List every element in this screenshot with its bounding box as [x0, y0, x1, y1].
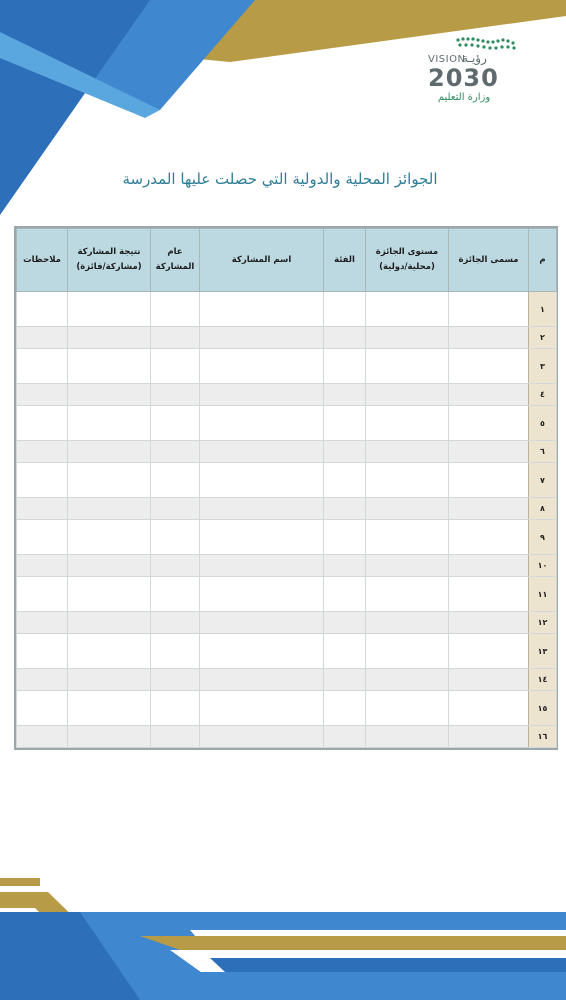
table-cell[interactable]: [200, 577, 324, 612]
header-year-line2: المشاركة: [155, 262, 195, 272]
table-cell[interactable]: [68, 726, 151, 748]
table-cell[interactable]: [449, 292, 529, 327]
table-row: [17, 634, 557, 669]
table-row: [17, 498, 557, 520]
table-cell[interactable]: [68, 349, 151, 384]
table-cell[interactable]: [324, 577, 366, 612]
table-cell[interactable]: [151, 498, 200, 520]
table-cell[interactable]: [200, 384, 324, 406]
table-row: [17, 577, 557, 612]
table-cell[interactable]: [324, 327, 366, 349]
table-cell[interactable]: [151, 612, 200, 634]
table-cell[interactable]: [17, 726, 68, 748]
table-cell[interactable]: [449, 669, 529, 691]
table-row: [17, 520, 557, 555]
table-cell[interactable]: [366, 498, 449, 520]
table-row: [17, 691, 557, 726]
bottom-decoration: [0, 872, 566, 1000]
table-cell[interactable]: [151, 555, 200, 577]
table-cell[interactable]: [68, 463, 151, 498]
table-row: [17, 384, 557, 406]
table-cell[interactable]: [324, 463, 366, 498]
table-cell[interactable]: [68, 555, 151, 577]
table-cell[interactable]: [200, 441, 324, 463]
table-cell[interactable]: [17, 406, 68, 441]
table-cell[interactable]: [324, 612, 366, 634]
row-number-cell: ١٣: [529, 634, 557, 669]
table-cell[interactable]: [366, 691, 449, 726]
row-number-cell: ٥: [529, 406, 557, 441]
row-number-cell: ٩: [529, 520, 557, 555]
row-number-cell: ١٢: [529, 612, 557, 634]
table-cell[interactable]: [366, 292, 449, 327]
row-number-cell: ١١: [529, 577, 557, 612]
row-number-cell: ١٦: [529, 726, 557, 748]
row-number-cell: ٢: [529, 327, 557, 349]
table-cell[interactable]: [151, 384, 200, 406]
row-number-cell: ٧: [529, 463, 557, 498]
table-cell[interactable]: [200, 520, 324, 555]
table-cell[interactable]: [324, 406, 366, 441]
header-year: [151, 229, 200, 292]
table-cell[interactable]: [366, 669, 449, 691]
table-cell[interactable]: [366, 520, 449, 555]
table-cell[interactable]: [200, 406, 324, 441]
table-cell[interactable]: [68, 384, 151, 406]
top-decoration: [0, 0, 566, 230]
table-cell[interactable]: [200, 292, 324, 327]
table-cell[interactable]: [151, 520, 200, 555]
header-notes: ملاحظات: [17, 229, 68, 292]
table-cell[interactable]: [324, 498, 366, 520]
row-number-cell: ١٥: [529, 691, 557, 726]
header-category: الفئة: [324, 229, 366, 292]
row-number-cell: ٣: [529, 349, 557, 384]
table-cell[interactable]: [449, 634, 529, 669]
awards-table-container: [14, 226, 558, 750]
header-award-level-line2: (محلية/دولية): [379, 262, 435, 272]
table-header-row: [17, 229, 557, 292]
table-row: [17, 327, 557, 349]
table-row: [17, 406, 557, 441]
table-cell[interactable]: [366, 612, 449, 634]
table-cell[interactable]: [17, 634, 68, 669]
table-cell[interactable]: [324, 634, 366, 669]
header-award-level: [366, 229, 449, 292]
header-result: [68, 229, 151, 292]
table-cell[interactable]: [200, 349, 324, 384]
header-result-line2: (مشاركة/فائزة): [76, 262, 142, 272]
table-cell[interactable]: [324, 669, 366, 691]
table-cell[interactable]: [200, 463, 324, 498]
table-cell[interactable]: [449, 555, 529, 577]
row-number-cell: ٨: [529, 498, 557, 520]
table-cell[interactable]: [200, 726, 324, 748]
table-row: [17, 555, 557, 577]
table-cell[interactable]: [68, 520, 151, 555]
table-cell[interactable]: [366, 327, 449, 349]
table-cell[interactable]: [151, 669, 200, 691]
table-cell[interactable]: [151, 406, 200, 441]
table-cell[interactable]: [366, 463, 449, 498]
table-cell[interactable]: [68, 691, 151, 726]
table-cell[interactable]: [324, 349, 366, 384]
row-number-cell: ٦: [529, 441, 557, 463]
table-cell[interactable]: [151, 726, 200, 748]
table-cell[interactable]: [151, 292, 200, 327]
table-cell[interactable]: [366, 555, 449, 577]
table-cell[interactable]: [449, 691, 529, 726]
table-cell[interactable]: [151, 577, 200, 612]
table-cell[interactable]: [151, 349, 200, 384]
table-cell[interactable]: [151, 441, 200, 463]
row-number-cell: ١: [529, 292, 557, 327]
table-cell[interactable]: [17, 612, 68, 634]
table-cell[interactable]: [200, 498, 324, 520]
header-participant-name: اسم المشاركة: [200, 229, 324, 292]
table-row: [17, 349, 557, 384]
header-award-name: مسمى الجائزة: [449, 229, 529, 292]
table-cell[interactable]: [68, 634, 151, 669]
header-award-level-line1: مستوى الجائزة: [375, 247, 439, 257]
table-cell[interactable]: [68, 669, 151, 691]
awards-table: [16, 228, 557, 748]
table-cell[interactable]: [17, 669, 68, 691]
row-number-cell: ١٠: [529, 555, 557, 577]
vision-arabic-label: رؤيـة: [462, 51, 487, 65]
table-cell[interactable]: [366, 441, 449, 463]
header-num: م: [529, 229, 557, 292]
table-cell[interactable]: [68, 612, 151, 634]
table-cell[interactable]: [17, 555, 68, 577]
table-cell[interactable]: [17, 384, 68, 406]
table-body: [17, 292, 557, 748]
table-cell[interactable]: [449, 463, 529, 498]
table-cell[interactable]: [151, 327, 200, 349]
table-cell[interactable]: [449, 577, 529, 612]
row-number-cell: ١٤: [529, 669, 557, 691]
table-cell[interactable]: [200, 634, 324, 669]
table-cell[interactable]: [449, 441, 529, 463]
table-cell[interactable]: [324, 555, 366, 577]
table-cell[interactable]: [151, 691, 200, 726]
table-row: [17, 463, 557, 498]
table-cell[interactable]: [17, 463, 68, 498]
table-cell[interactable]: [200, 691, 324, 726]
table-cell[interactable]: [17, 520, 68, 555]
table-cell[interactable]: [200, 669, 324, 691]
table-cell[interactable]: [151, 634, 200, 669]
table-cell[interactable]: [17, 292, 68, 327]
table-cell[interactable]: [200, 327, 324, 349]
table-cell[interactable]: [449, 612, 529, 634]
page-title: الجوائز المحلية والدولية التي حصلت عليها المدرسة: [122, 170, 438, 188]
header-year-line1: عام: [167, 247, 183, 257]
table-cell[interactable]: [324, 292, 366, 327]
table-cell[interactable]: [324, 441, 366, 463]
header-result-line1: نتيجة المشاركة: [77, 247, 141, 257]
table-cell[interactable]: [68, 327, 151, 349]
table-cell[interactable]: [324, 726, 366, 748]
table-cell[interactable]: [68, 292, 151, 327]
table-cell[interactable]: [366, 384, 449, 406]
table-row: [17, 292, 557, 327]
vision-label: VISION: [428, 54, 466, 65]
table-cell[interactable]: [17, 327, 68, 349]
table-cell[interactable]: [449, 384, 529, 406]
table-row: [17, 726, 557, 748]
table-cell[interactable]: [449, 406, 529, 441]
table-row: [17, 441, 557, 463]
vision-year: 2030: [428, 64, 499, 92]
table-cell[interactable]: [68, 498, 151, 520]
table-row: [17, 612, 557, 634]
table-cell[interactable]: [366, 349, 449, 384]
table-cell[interactable]: [17, 349, 68, 384]
table-cell[interactable]: [449, 327, 529, 349]
ministry-name: وزارة التعليم: [437, 92, 491, 103]
table-cell[interactable]: [324, 691, 366, 726]
table-cell[interactable]: [449, 498, 529, 520]
row-number-cell: ٤: [529, 384, 557, 406]
table-cell[interactable]: [449, 726, 529, 748]
table-cell[interactable]: [366, 577, 449, 612]
table-cell[interactable]: [449, 349, 529, 384]
table-row: [17, 669, 557, 691]
table-cell[interactable]: [200, 612, 324, 634]
table-cell[interactable]: [68, 406, 151, 441]
table-cell[interactable]: [324, 384, 366, 406]
table-cell[interactable]: [68, 441, 151, 463]
table-cell[interactable]: [324, 520, 366, 555]
table-cell[interactable]: [17, 691, 68, 726]
table-cell[interactable]: [17, 498, 68, 520]
table-cell[interactable]: [151, 463, 200, 498]
table-cell[interactable]: [17, 577, 68, 612]
table-cell[interactable]: [366, 634, 449, 669]
table-cell[interactable]: [366, 406, 449, 441]
table-cell[interactable]: [366, 726, 449, 748]
table-cell[interactable]: [68, 577, 151, 612]
table-cell[interactable]: [449, 520, 529, 555]
table-cell[interactable]: [200, 555, 324, 577]
table-cell[interactable]: [17, 441, 68, 463]
